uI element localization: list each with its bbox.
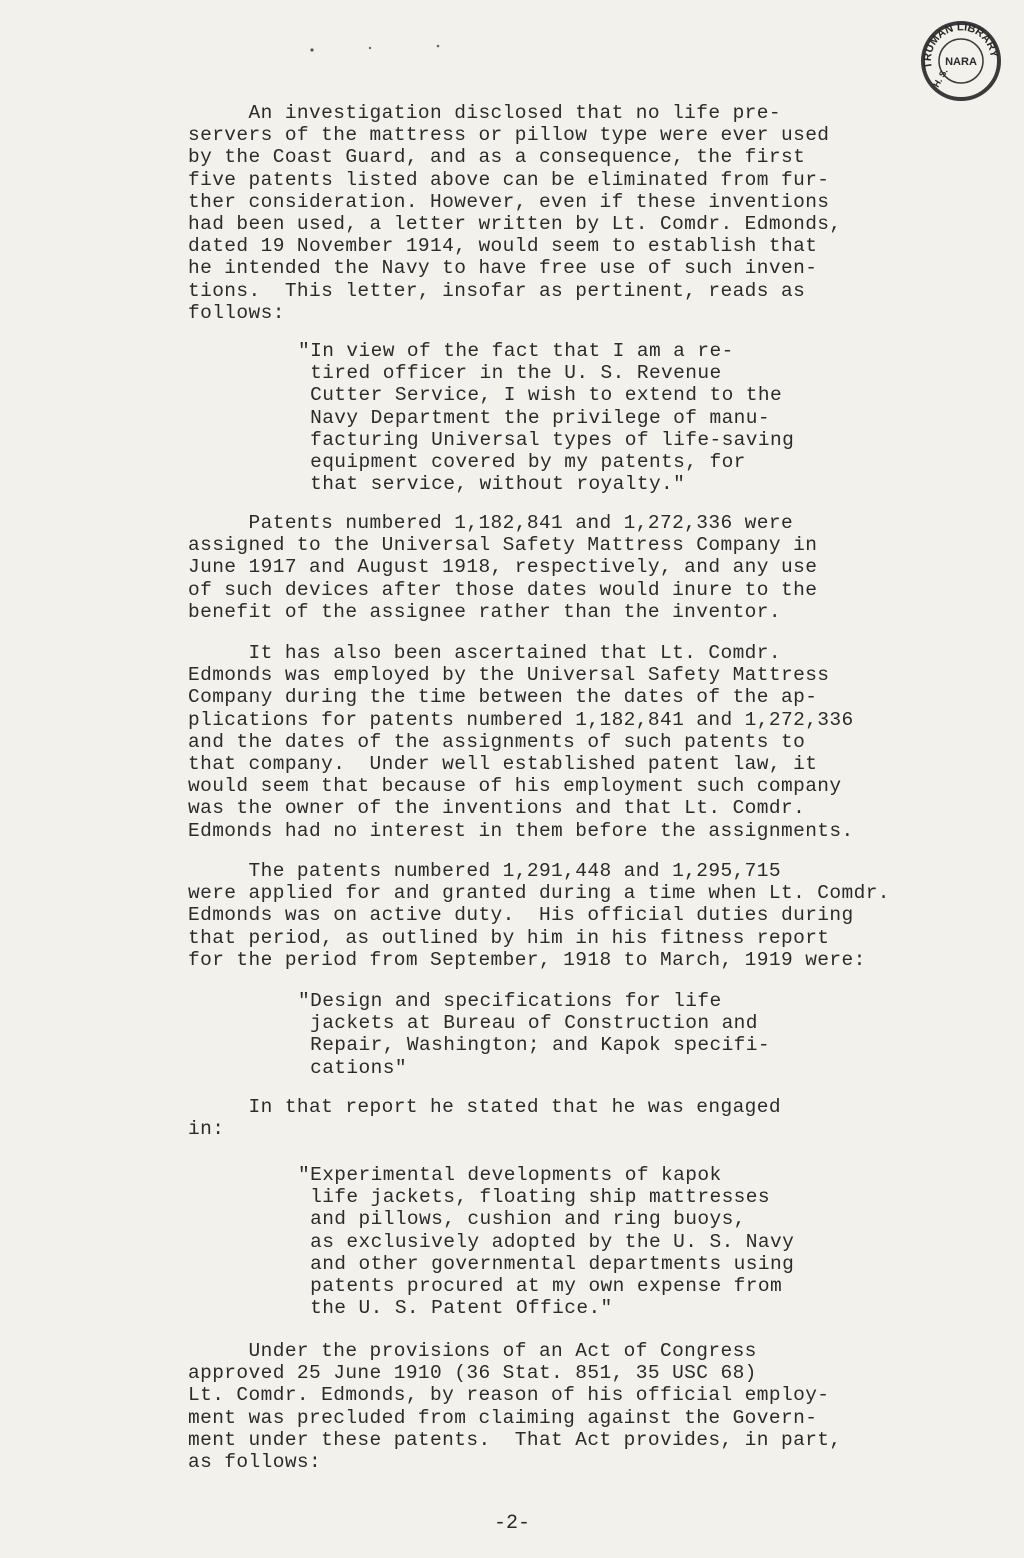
paragraph-active-duty xyxy=(188,860,948,971)
text-line: An investigation disclosed that no life pre- xyxy=(188,102,781,124)
text-line: plications for patents numbered 1,182,841 and 1,272,336 xyxy=(188,708,854,731)
text-line: ment was precluded from claiming against the Govern- xyxy=(188,1406,818,1429)
text-line: ther consideration. However, even if these inventions xyxy=(188,190,830,213)
text-line: and pillows, cushion and ring buoys, xyxy=(298,1208,746,1231)
text-line: Patents numbered 1,182,841 and 1,272,336 were xyxy=(188,512,794,534)
text-line: he intended the Navy to have free use of such inven- xyxy=(188,257,818,280)
stamp-side-text: H. S. xyxy=(931,66,950,89)
text-line: was the owner of the inventions and that Lt. Comdr. xyxy=(188,797,806,820)
paragraph-patent-assignment xyxy=(188,512,948,623)
text-line: and other governmental departments using xyxy=(298,1252,795,1275)
text-line: ment under these patents. That Act provides, in part, xyxy=(188,1428,842,1451)
text-line: by the Coast Guard, and as a consequence, the first xyxy=(188,146,806,169)
text-line: benefit of the assignee rather than the inventor. xyxy=(188,600,781,623)
text-line: tired officer in the U. S. Revenue xyxy=(298,362,722,385)
text-line: Navy Department the privilege of manu- xyxy=(298,406,770,429)
text-line: life jackets, floating ship mattresses xyxy=(298,1186,770,1209)
text-line: equipment covered by my patents, for xyxy=(298,451,746,474)
text-line: June 1917 and August 1918, respectively, and any use xyxy=(188,556,818,579)
archive-stamp xyxy=(918,18,1004,104)
text-line: that service, without royalty." xyxy=(298,473,686,496)
paragraph-employment xyxy=(188,642,948,842)
text-line: were applied for and granted during a time when Lt. Comdr. xyxy=(188,882,890,905)
text-line: of such devices after those dates would inure to the xyxy=(188,578,818,601)
text-line: Under the provisions of an Act of Congress xyxy=(188,1340,757,1362)
text-line: jackets at Bureau of Construction and xyxy=(298,1012,758,1035)
text-line: the U. S. Patent Office." xyxy=(298,1297,613,1320)
text-line: The patents numbered 1,291,448 and 1,295,715 xyxy=(188,860,781,882)
text-line: dated 19 November 1914, would seem to establish that xyxy=(188,235,818,258)
quote-official-duties xyxy=(298,990,1024,1079)
text-line: five patents listed above can be eliminated from fur- xyxy=(188,168,830,191)
text-line: Repair, Washington; and Kapok specifi- xyxy=(298,1034,770,1057)
text-line: for the period from September, 1918 to March, 1919 were: xyxy=(188,948,866,971)
text-line: facturing Universal types of life-saving xyxy=(298,428,795,451)
quote-experimental-developments xyxy=(298,1164,1024,1319)
text-line: servers of the mattress or pillow type were ever used xyxy=(188,124,830,147)
text-line: "Experimental developments of kapok xyxy=(298,1164,722,1186)
paragraph-investigation xyxy=(188,102,948,324)
text-line: Cutter Service, I wish to extend to the xyxy=(298,384,783,407)
text-line: It has also been ascertained that Lt. Comdr. xyxy=(188,642,781,664)
text-line: as follows: xyxy=(188,1451,322,1474)
text-line: Lt. Comdr. Edmonds, by reason of his official employ- xyxy=(188,1384,830,1407)
text-line: Edmonds was on active duty. His official duties during xyxy=(188,904,854,927)
text-line: patents procured at my own expense from xyxy=(298,1275,783,1298)
stamp-center-text: NARA xyxy=(945,56,977,68)
paper-specks xyxy=(300,40,460,60)
text-line: "In view of the fact that I am a re- xyxy=(298,340,734,362)
text-line: tions. This letter, insofar as pertinent, reads as xyxy=(188,279,806,302)
text-line: that period, as outlined by him in his fitness report xyxy=(188,926,830,949)
text-line: Edmonds had no interest in them before the assignments. xyxy=(188,819,854,842)
text-line: in: xyxy=(188,1118,225,1141)
text-line: Company during the time between the dates of the ap- xyxy=(188,686,818,709)
text-line: would seem that because of his employment such company xyxy=(188,775,842,798)
text-line: Edmonds was employed by the Universal Safety Mattress xyxy=(188,664,830,687)
text-line: and the dates of the assignments of such patents to xyxy=(188,730,806,753)
stamp-arc-text: TRUMAN LIBRARY xyxy=(921,21,1000,70)
text-line: In that report he stated that he was engaged xyxy=(188,1096,781,1118)
text-line: "Design and specifications for life xyxy=(298,990,722,1012)
text-line: approved 25 June 1910 (36 Stat. 851, 35 USC 68) xyxy=(188,1362,757,1385)
paragraph-act-of-congress xyxy=(188,1340,948,1473)
text-line: assigned to the Universal Safety Mattress Company in xyxy=(188,534,818,557)
text-line: had been used, a letter written by Lt. Comdr. Edmonds, xyxy=(188,213,842,236)
text-line: cations" xyxy=(298,1056,407,1079)
paragraph-report-engaged xyxy=(188,1096,948,1140)
quote-edmonds-letter xyxy=(298,340,1024,495)
text-line: follows: xyxy=(188,301,285,324)
page-number: -2- xyxy=(493,1512,530,1535)
text-line: that company. Under well established patent law, it xyxy=(188,753,818,776)
text-line: as exclusively adopted by the U. S. Navy xyxy=(298,1230,795,1253)
